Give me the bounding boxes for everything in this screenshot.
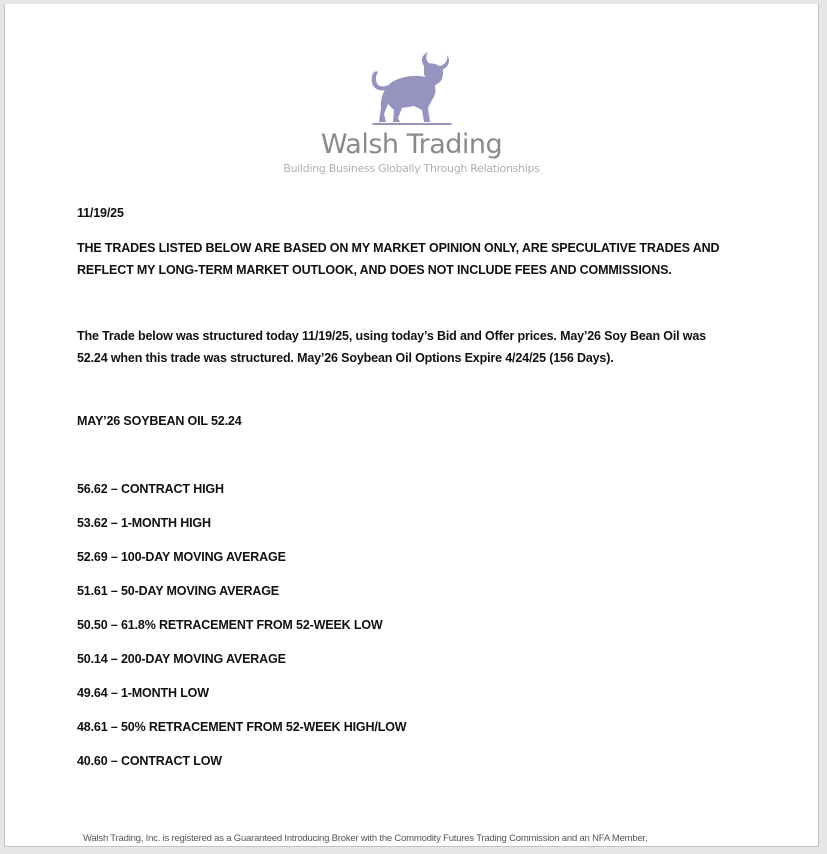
level-item: 56.62 – CONTRACT HIGH <box>77 482 224 496</box>
disclaimer-line-2: REFLECT MY LONG-TERM MARKET OUTLOOK, AND DOES NOT INCLUDE FEES AND COMMISSIONS. <box>77 263 672 277</box>
level-item: 48.61 – 50% RETRACEMENT FROM 52-WEEK HIGH/LOW <box>77 720 407 734</box>
intro-line-2: 52.24 when this trade was structured. May’26 Soybean Oil Options Expire 4/24/25 (156 Days). <box>77 351 614 365</box>
level-item: 51.61 – 50-DAY MOVING AVERAGE <box>77 584 279 598</box>
company-logo <box>5 52 818 175</box>
bull-logo-icon <box>362 52 462 132</box>
document-date: 11/19/25 <box>77 206 124 220</box>
intro-line-1: The Trade below was structured today 11/19/25, using today’s Bid and Offer prices. May’26 Soy Bean Oil was <box>77 329 706 343</box>
level-item: 50.14 – 200-DAY MOVING AVERAGE <box>77 652 286 666</box>
level-item: 53.62 – 1-MONTH HIGH <box>77 516 211 530</box>
regulatory-footer: Walsh Trading, Inc. is registered as a Guaranteed Introducing Broker with the Commodity Futures Trading Commission and an NFA Member. <box>83 833 648 844</box>
disclaimer-line-1: THE TRADES LISTED BELOW ARE BASED ON MY MARKET OPINION ONLY, ARE SPECULATIVE TRADES AND <box>77 241 720 255</box>
brand-name: Walsh Trading <box>320 129 503 160</box>
level-item: 50.50 – 61.8% RETRACEMENT FROM 52-WEEK LOW <box>77 618 383 632</box>
level-item: 49.64 – 1-MONTH LOW <box>77 686 209 700</box>
brand-tagline: Building Business Globally Through Relationships <box>283 162 540 175</box>
document-page <box>4 4 819 847</box>
level-item: 40.60 – CONTRACT LOW <box>77 754 222 768</box>
market-heading: MAY’26 SOYBEAN OIL 52.24 <box>77 414 242 428</box>
level-item: 52.69 – 100-DAY MOVING AVERAGE <box>77 550 286 564</box>
